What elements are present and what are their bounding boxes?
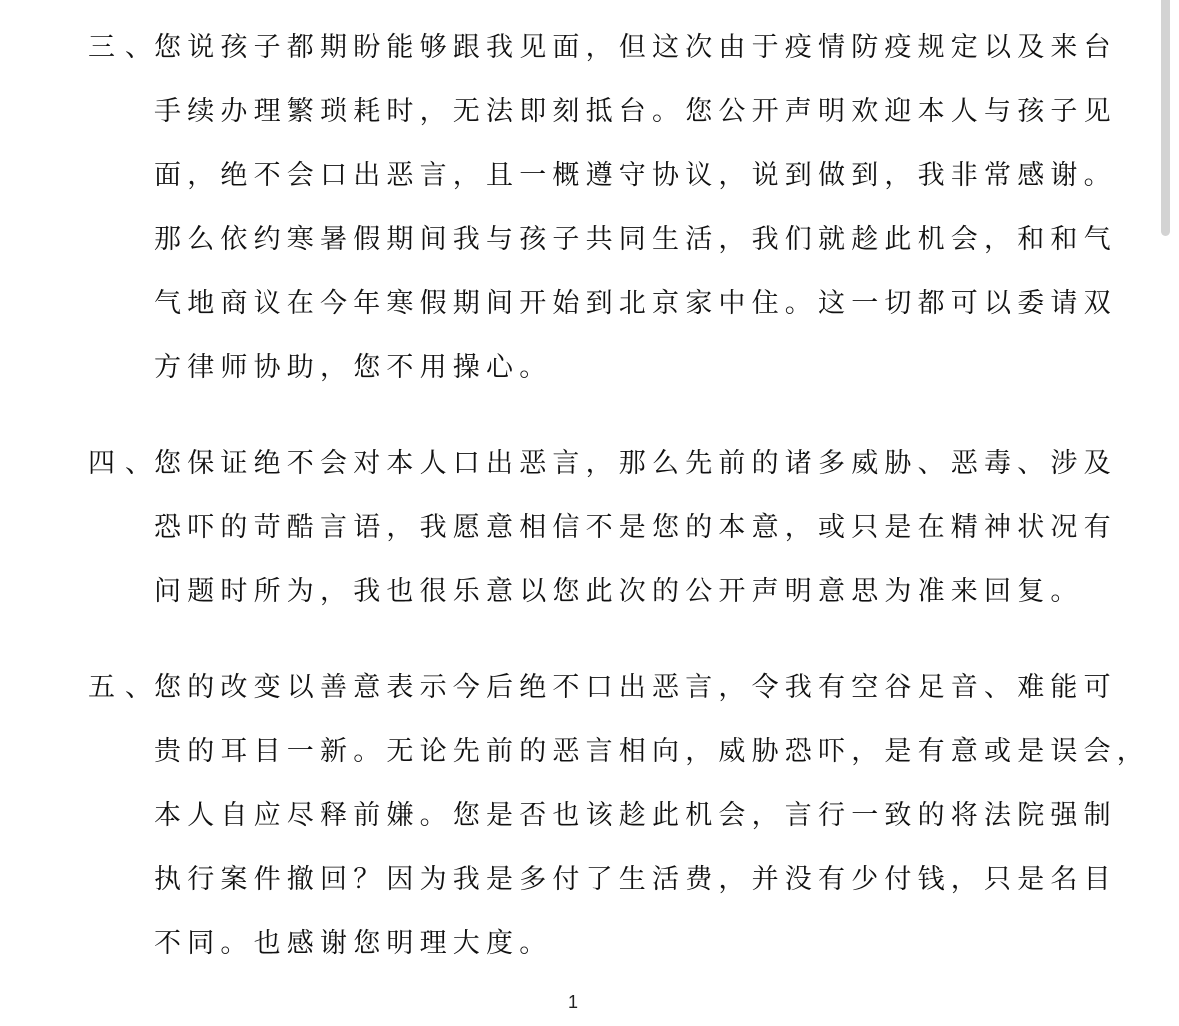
text-line: 气地商议在今年寒假期间开始到北京家中住。这一切都可以委请双: [154, 288, 1117, 319]
text-line: 方律师协助，您不用操心。: [154, 352, 553, 383]
text-line: 您保证绝不会对本人口出恶言，那么先前的诸多威胁、恶毒、涉及: [154, 448, 1117, 479]
text-line: 手续办理繁琐耗时，无法即刻抵台。您公开声明欢迎本人与孩子见: [154, 96, 1117, 127]
text-line: 您说孩子都期盼能够跟我见面，但这次由于疫情防疫规定以及来台: [154, 32, 1117, 63]
text-line: 执行案件撤回？因为我是多付了生活费，并没有少付钱，只是名目: [154, 864, 1117, 895]
text-line: 不同。也感谢您明理大度。: [154, 928, 553, 959]
text-line: 您的改变以善意表示今后绝不口出恶言，令我有空谷足音、难能可: [154, 672, 1117, 703]
page-number: 1: [567, 992, 578, 1012]
vertical-scrollbar[interactable]: [1150, 0, 1179, 1026]
text-line: 恐吓的苛酷言语，我愿意相信不是您的本意，或只是在精神状况有: [154, 512, 1117, 543]
text-line: 贵的耳目一新。无论先前的恶言相向，威胁恐吓，是有意或是误会，: [154, 736, 1150, 767]
paragraph-number: 五、: [88, 672, 162, 703]
paragraph-5: [88, 656, 1150, 976]
text-line: 本人自应尽释前嫌。您是否也该趁此机会，言行一致的将法院强制: [154, 800, 1117, 831]
paragraph-3: [88, 16, 1117, 400]
text-line: 那么依约寒暑假期间我与孩子共同生活，我们就趁此机会，和和气: [154, 224, 1117, 255]
text-line: 面，绝不会口出恶言，且一概遵守协议，说到做到，我非常感谢。: [154, 160, 1117, 191]
scrollbar-thumb[interactable]: [1161, 0, 1170, 236]
paragraph-number: 三、: [88, 32, 162, 63]
paragraph-4: [88, 432, 1117, 624]
paragraph-number: 四、: [88, 448, 162, 479]
text-line: 问题时所为，我也很乐意以您此次的公开声明意思为准来回复。: [154, 576, 1084, 607]
